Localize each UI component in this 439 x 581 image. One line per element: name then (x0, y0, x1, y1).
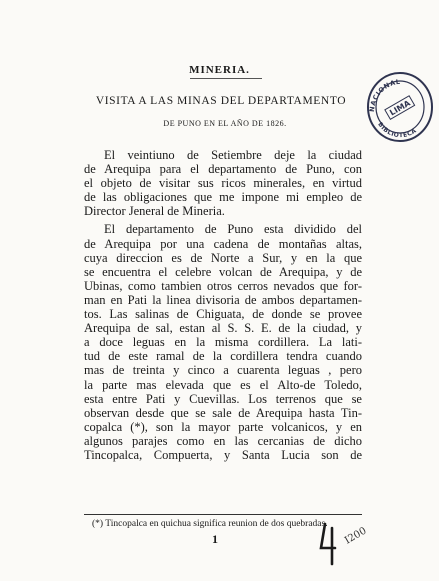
paragraph-2-line: Tincopalca, Compuerta, y Santa Lucia son de (84, 447, 362, 462)
paragraph-2-line: algunos parajes como en las cercanias de dicho (84, 433, 362, 448)
paragraph-2-line: cuya direccion es de Norte a Sur, y en la que (84, 250, 362, 265)
paragraph-1-line: El veintiuno de Setiembre deje la ciudad (104, 148, 362, 162)
section-title: MINERIA. (189, 64, 250, 76)
paragraph-2-line: copalca (*), son la mayor parte volcanicos, y en (84, 419, 362, 434)
svg-text:LIMA: LIMA (388, 98, 412, 118)
document-heading: VISITA A LAS MINAS DEL DEPARTAMENTO (95, 95, 347, 107)
paragraph-2-line: tud de este ramal de la cordillera tendra cuando (84, 349, 362, 364)
paragraph-2-line: mas de treinta y cinco a cuarenta leguas , pero (84, 363, 362, 378)
library-stamp-icon (364, 68, 436, 146)
paragraph-2-line: Ubinas, como tambien otros cerros nevados que for- (84, 278, 362, 293)
paragraph-2-line: Arequipa de sal, estan al S. S. E. de la ciudad, y (84, 321, 362, 336)
svg-text:NACIONAL: NACIONAL (367, 77, 401, 113)
paragraph-2-line: El departamento de Puno esta dividido del (104, 222, 362, 237)
footnote: (*) Tincopalca en quichua significa reunion de dos quebradas. (92, 519, 328, 529)
paragraph-2-line: man en Pati la linea divisoria de ambos departamen- (84, 292, 362, 307)
paragraph-2-line: esta entre Pati y Cuevillas. Los terrenos que se (84, 391, 362, 406)
paragraph-1-line: Director Jeneral de Mineria. (84, 204, 225, 219)
svg-text:I200: I200 (343, 525, 369, 547)
paragraph-1-line: de las obligaciones que me impone mi empleo de (84, 190, 362, 205)
body-text (84, 148, 362, 462)
paragraph-1-line: el objeto de visitar sus ricos minerales, en virtud (84, 176, 362, 191)
paragraph-2-line: tos. Las salinas de Chiguata, de donde se provee (84, 307, 362, 322)
page-mark: 1 (212, 532, 218, 546)
title-underline (190, 78, 262, 79)
paragraph-2-line: a doce leguas en la misma cordillera. La lati- (84, 335, 362, 350)
paragraph-2-line: la parte mas elevada que es el Alto-de Toledo, (84, 377, 362, 392)
paragraph-2-line: se encuentra el celebre volcan de Arequipa, y de (84, 264, 362, 279)
footnote-divider (84, 514, 362, 515)
paragraph-2-line: de Arequipa por una cadena de montañas altas, (84, 236, 362, 251)
paragraph-1-line: de Arequipa para el departamento de Puno, con (84, 162, 362, 177)
handwritten-note-icon (317, 518, 377, 568)
paragraph-2-line: observan desde que se sale de Arequipa hasta Tin- (84, 405, 362, 420)
document-subheading: DE PUNO EN EL AÑO DE 1826. (163, 119, 287, 128)
svg-text:BIBLIOTECA: BIBLIOTECA (376, 121, 419, 140)
